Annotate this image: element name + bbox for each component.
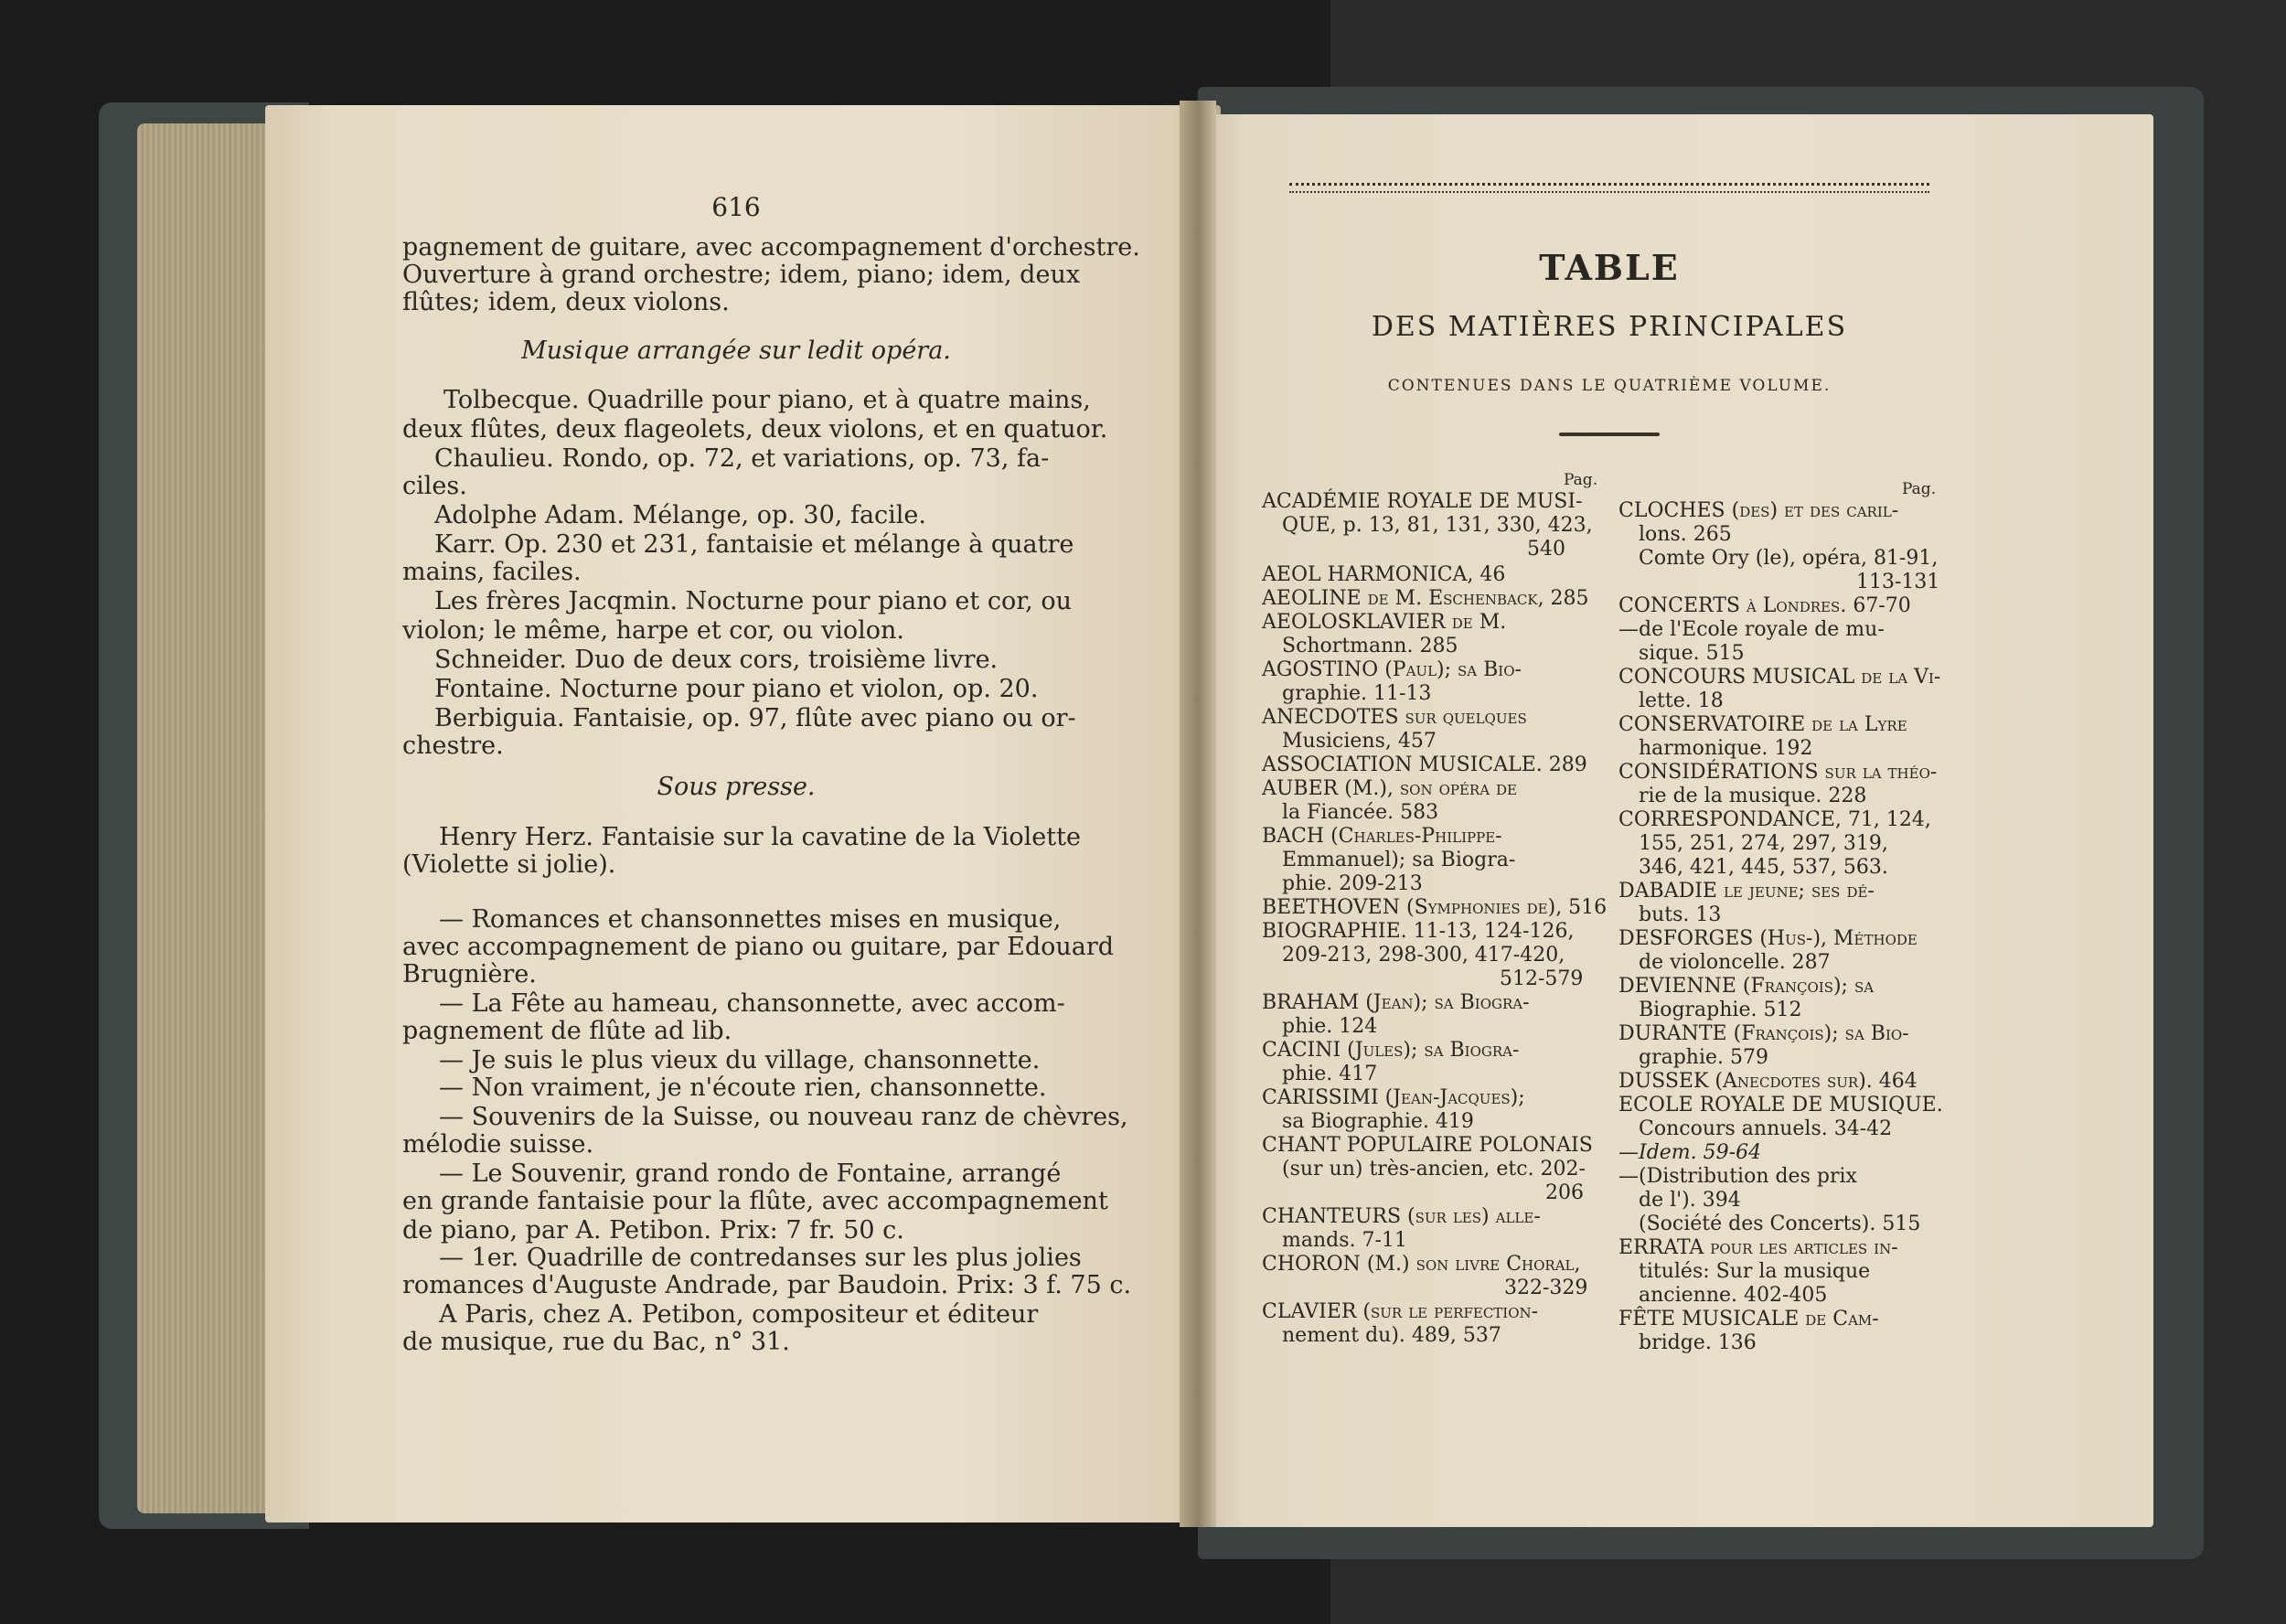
index-entry: DABADIE le jeune; ses dé-: [1618, 880, 1875, 903]
index-entry: AEOL HARMONICA, 46: [1262, 563, 1506, 586]
text-line: Adolphe Adam. Mélange, op. 30, facile.: [434, 501, 926, 529]
index-entry: 113-131: [1856, 571, 1940, 593]
index-entry: CACINI (Jules); sa Biogra-: [1262, 1039, 1520, 1062]
index-entry: ANECDOTES sur quelques: [1262, 706, 1527, 729]
index-entry: CORRESPONDANCE, 71, 124,: [1618, 808, 1931, 831]
index-entry: —(Distribution des prix: [1618, 1165, 1857, 1188]
pag-label-right: Pag.: [1902, 480, 1937, 498]
index-entry: CHANTEURS (sur les) alle-: [1262, 1205, 1541, 1228]
text-line: — Romances et chansonnettes mises en musique,: [439, 905, 1062, 934]
index-entry: BIOGRAPHIE. 11-13, 124-126,: [1262, 920, 1575, 943]
index-entry: CHORON (M.) son livre Choral,: [1262, 1253, 1581, 1276]
index-entry: graphie. 11-13: [1282, 682, 1432, 705]
index-entry: —Idem. 59-64: [1618, 1141, 1762, 1164]
index-entry: CONCERTS à Londres. 67-70: [1618, 594, 1911, 617]
text-line: flûtes; idem, deux violons.: [402, 288, 730, 316]
index-entry: (Société des Concerts). 515: [1639, 1213, 1921, 1235]
page-subtitle: DES MATIÈRES PRINCIPALES: [1371, 311, 1848, 343]
index-entry: ERRATA pour les articles in-: [1618, 1236, 1898, 1259]
index-entry: 322-329: [1504, 1277, 1588, 1299]
index-entry: DESFORGES (Hus-), Méthode: [1618, 927, 1917, 950]
pag-label-left: Pag.: [1564, 471, 1598, 489]
text-line: pagnement de flûte ad lib.: [402, 1017, 732, 1045]
index-entry: 209-213, 298-300, 417-420,: [1282, 944, 1565, 967]
section-heading: Musique arrangée sur ledit opéra.: [521, 337, 951, 365]
index-entry: Biographie. 512: [1639, 999, 1802, 1021]
index-entry: Schortmann. 285: [1282, 635, 1458, 657]
index-entry: 155, 251, 274, 297, 319,: [1639, 832, 1888, 855]
index-entry: 346, 421, 445, 537, 563.: [1639, 856, 1888, 879]
text-line: pagnement de guitare, avec accompagnement d'orchestre.: [402, 233, 1140, 262]
text-line: Karr. Op. 230 et 231, fantaisie et mélange à quatre: [434, 530, 1074, 559]
page-subtitle-small: CONTENUES DANS LE QUATRIÈME VOLUME.: [1387, 377, 1832, 395]
text-line: — Souvenirs de la Suisse, ou nouveau ranz de chèvres,: [439, 1103, 1128, 1131]
book-gutter: [1180, 101, 1216, 1527]
index-entry: DUSSEK (Anecdotes sur). 464: [1618, 1070, 1917, 1093]
index-entry: QUE, p. 13, 81, 131, 330, 423,: [1282, 514, 1593, 537]
index-entry: CLOCHES (des) et des caril-: [1618, 499, 1899, 522]
text-line: — Le Souvenir, grand rondo de Fontaine, arrangé: [439, 1159, 1062, 1188]
dotted-rule: [1289, 183, 1929, 193]
text-line: (Violette si jolie).: [402, 850, 616, 879]
page-edges: [137, 123, 274, 1513]
index-entry: CONCOURS MUSICAL de la Vi-: [1618, 666, 1941, 689]
ornament-rule: [1559, 433, 1660, 436]
index-entry: (sur un) très-ancien, etc. 202-: [1282, 1158, 1586, 1181]
text-line: Brugnière.: [402, 960, 537, 988]
text-line: Chaulieu. Rondo, op. 72, et variations, op. 73, fa-: [434, 444, 1050, 473]
index-entry: BEETHOVEN (Symphonies de), 516: [1262, 896, 1608, 919]
text-line: Fontaine. Nocturne pour piano et violon, op. 20.: [434, 675, 1039, 703]
index-entry: FÊTE MUSICALE de Cam-: [1618, 1308, 1879, 1330]
index-entry: CHANT POPULAIRE POLONAIS: [1262, 1134, 1593, 1157]
text-line: — La Fête au hameau, chansonnette, avec accom-: [439, 989, 1065, 1018]
index-entry: phie. 417: [1282, 1063, 1378, 1085]
index-entry: ancienne. 402-405: [1639, 1284, 1828, 1307]
text-line: — Je suis le plus vieux du village, chansonnette.: [439, 1046, 1041, 1074]
index-entry: Concours annuels. 34-42: [1639, 1117, 1893, 1140]
text-line: mélodie suisse.: [402, 1130, 594, 1159]
index-entry: AGOSTINO (Paul); sa Bio-: [1262, 658, 1522, 681]
index-entry: BRAHAM (Jean); sa Biogra-: [1262, 991, 1530, 1014]
index-entry: ECOLE ROYALE DE MUSIQUE.: [1618, 1094, 1943, 1116]
text-line: romances d'Auguste Andrade, par Baudoin. Prix: 3 f. 75 c.: [402, 1271, 1132, 1299]
text-line: — Non vraiment, je n'écoute rien, chansonnette.: [439, 1074, 1047, 1102]
index-entry: graphie. 579: [1639, 1046, 1769, 1069]
page-number: 616: [711, 192, 761, 222]
index-entry: AUBER (M.), son opéra de: [1262, 777, 1518, 800]
text-line: Ouverture à grand orchestre; idem, piano; idem, deux: [402, 261, 1081, 289]
index-entry: harmonique. 192: [1639, 737, 1813, 760]
text-line: chestre.: [402, 732, 504, 760]
text-line: ciles.: [402, 472, 467, 500]
index-entry: CARISSIMI (Jean-Jacques);: [1262, 1086, 1525, 1109]
index-entry: 206: [1545, 1181, 1584, 1204]
index-entry: titulés: Sur la musique: [1639, 1260, 1871, 1283]
index-entry: lons. 265: [1639, 523, 1732, 546]
index-entry: Musiciens, 457: [1282, 730, 1437, 753]
text-line: Les frères Jacqmin. Nocturne pour piano et cor, ou: [434, 587, 1072, 615]
text-line: Tolbecque. Quadrille pour piano, et à quatre mains,: [443, 386, 1091, 414]
index-entry: AEOLOSKLAVIER de M.: [1262, 611, 1507, 634]
text-line: de piano, par A. Petibon. Prix: 7 fr. 50 c.: [402, 1216, 904, 1245]
index-entry: la Fiancée. 583: [1282, 801, 1439, 824]
index-entry: BACH (Charles-Philippe-: [1262, 825, 1502, 848]
index-entry: de violoncelle. 287: [1639, 951, 1831, 974]
index-entry: CONSIDÉRATIONS sur la théo-: [1618, 761, 1938, 784]
index-entry: CONSERVATOIRE de la Lyre: [1618, 713, 1907, 736]
text-line: Schneider. Duo de deux cors, troisième livre.: [434, 646, 999, 674]
text-line: Berbiguia. Fantaisie, op. 97, flûte avec piano ou or-: [434, 704, 1076, 732]
index-entry: DURANTE (François); sa Bio-: [1618, 1022, 1909, 1045]
index-entry: —de l'Ecole royale de mu-: [1618, 618, 1885, 641]
index-entry: Comte Ory (le), opéra, 81-91,: [1639, 547, 1939, 570]
index-entry: Emmanuel); sa Biogra-: [1282, 849, 1516, 871]
text-line: A Paris, chez A. Petibon, compositeur et éditeur: [439, 1300, 1039, 1329]
index-entry: 540: [1527, 538, 1565, 561]
text-line: — 1er. Quadrille de contredanses sur les plus jolies: [439, 1244, 1082, 1272]
index-entry: mands. 7-11: [1282, 1229, 1407, 1252]
index-entry: DEVIENNE (François); sa: [1618, 975, 1875, 998]
index-entry: rie de la musique. 228: [1639, 785, 1867, 807]
index-entry: nement du). 489, 537: [1282, 1324, 1501, 1347]
text-line: de musique, rue du Bac, n° 31.: [402, 1328, 790, 1356]
text-line: deux flûtes, deux flageolets, deux violons, et en quatuor.: [402, 415, 1108, 443]
index-entry: bridge. 136: [1639, 1331, 1757, 1354]
index-entry: ACADÉMIE ROYALE DE MUSI-: [1262, 490, 1583, 513]
text-line: avec accompagnement de piano ou guitare, par Edouard: [402, 933, 1115, 961]
index-entry: lette. 18: [1639, 689, 1724, 712]
index-entry: phie. 209-213: [1282, 872, 1423, 895]
index-entry: 512-579: [1500, 967, 1584, 990]
index-entry: CLAVIER (sur le perfection-: [1262, 1300, 1539, 1323]
text-line: mains, faciles.: [402, 558, 582, 586]
page-title: TABLE: [1539, 247, 1680, 288]
text-line: en grande fantaisie pour la flûte, avec accompagnement: [402, 1187, 1108, 1215]
index-entry: ASSOCIATION MUSICALE. 289: [1262, 753, 1587, 776]
index-entry: sa Biographie. 419: [1282, 1110, 1474, 1133]
index-entry: de l'). 394: [1639, 1189, 1741, 1212]
text-line: Henry Herz. Fantaisie sur la cavatine de la Violette: [439, 823, 1081, 851]
index-entry: buts. 13: [1639, 903, 1722, 926]
index-entry: AEOLINE de M. Eschenback, 285: [1262, 587, 1589, 610]
index-entry: phie. 124: [1282, 1015, 1378, 1038]
text-line: violon; le même, harpe et cor, ou violon.: [402, 616, 904, 645]
index-entry: sique. 515: [1639, 642, 1745, 665]
section-heading: Sous presse.: [657, 773, 816, 801]
